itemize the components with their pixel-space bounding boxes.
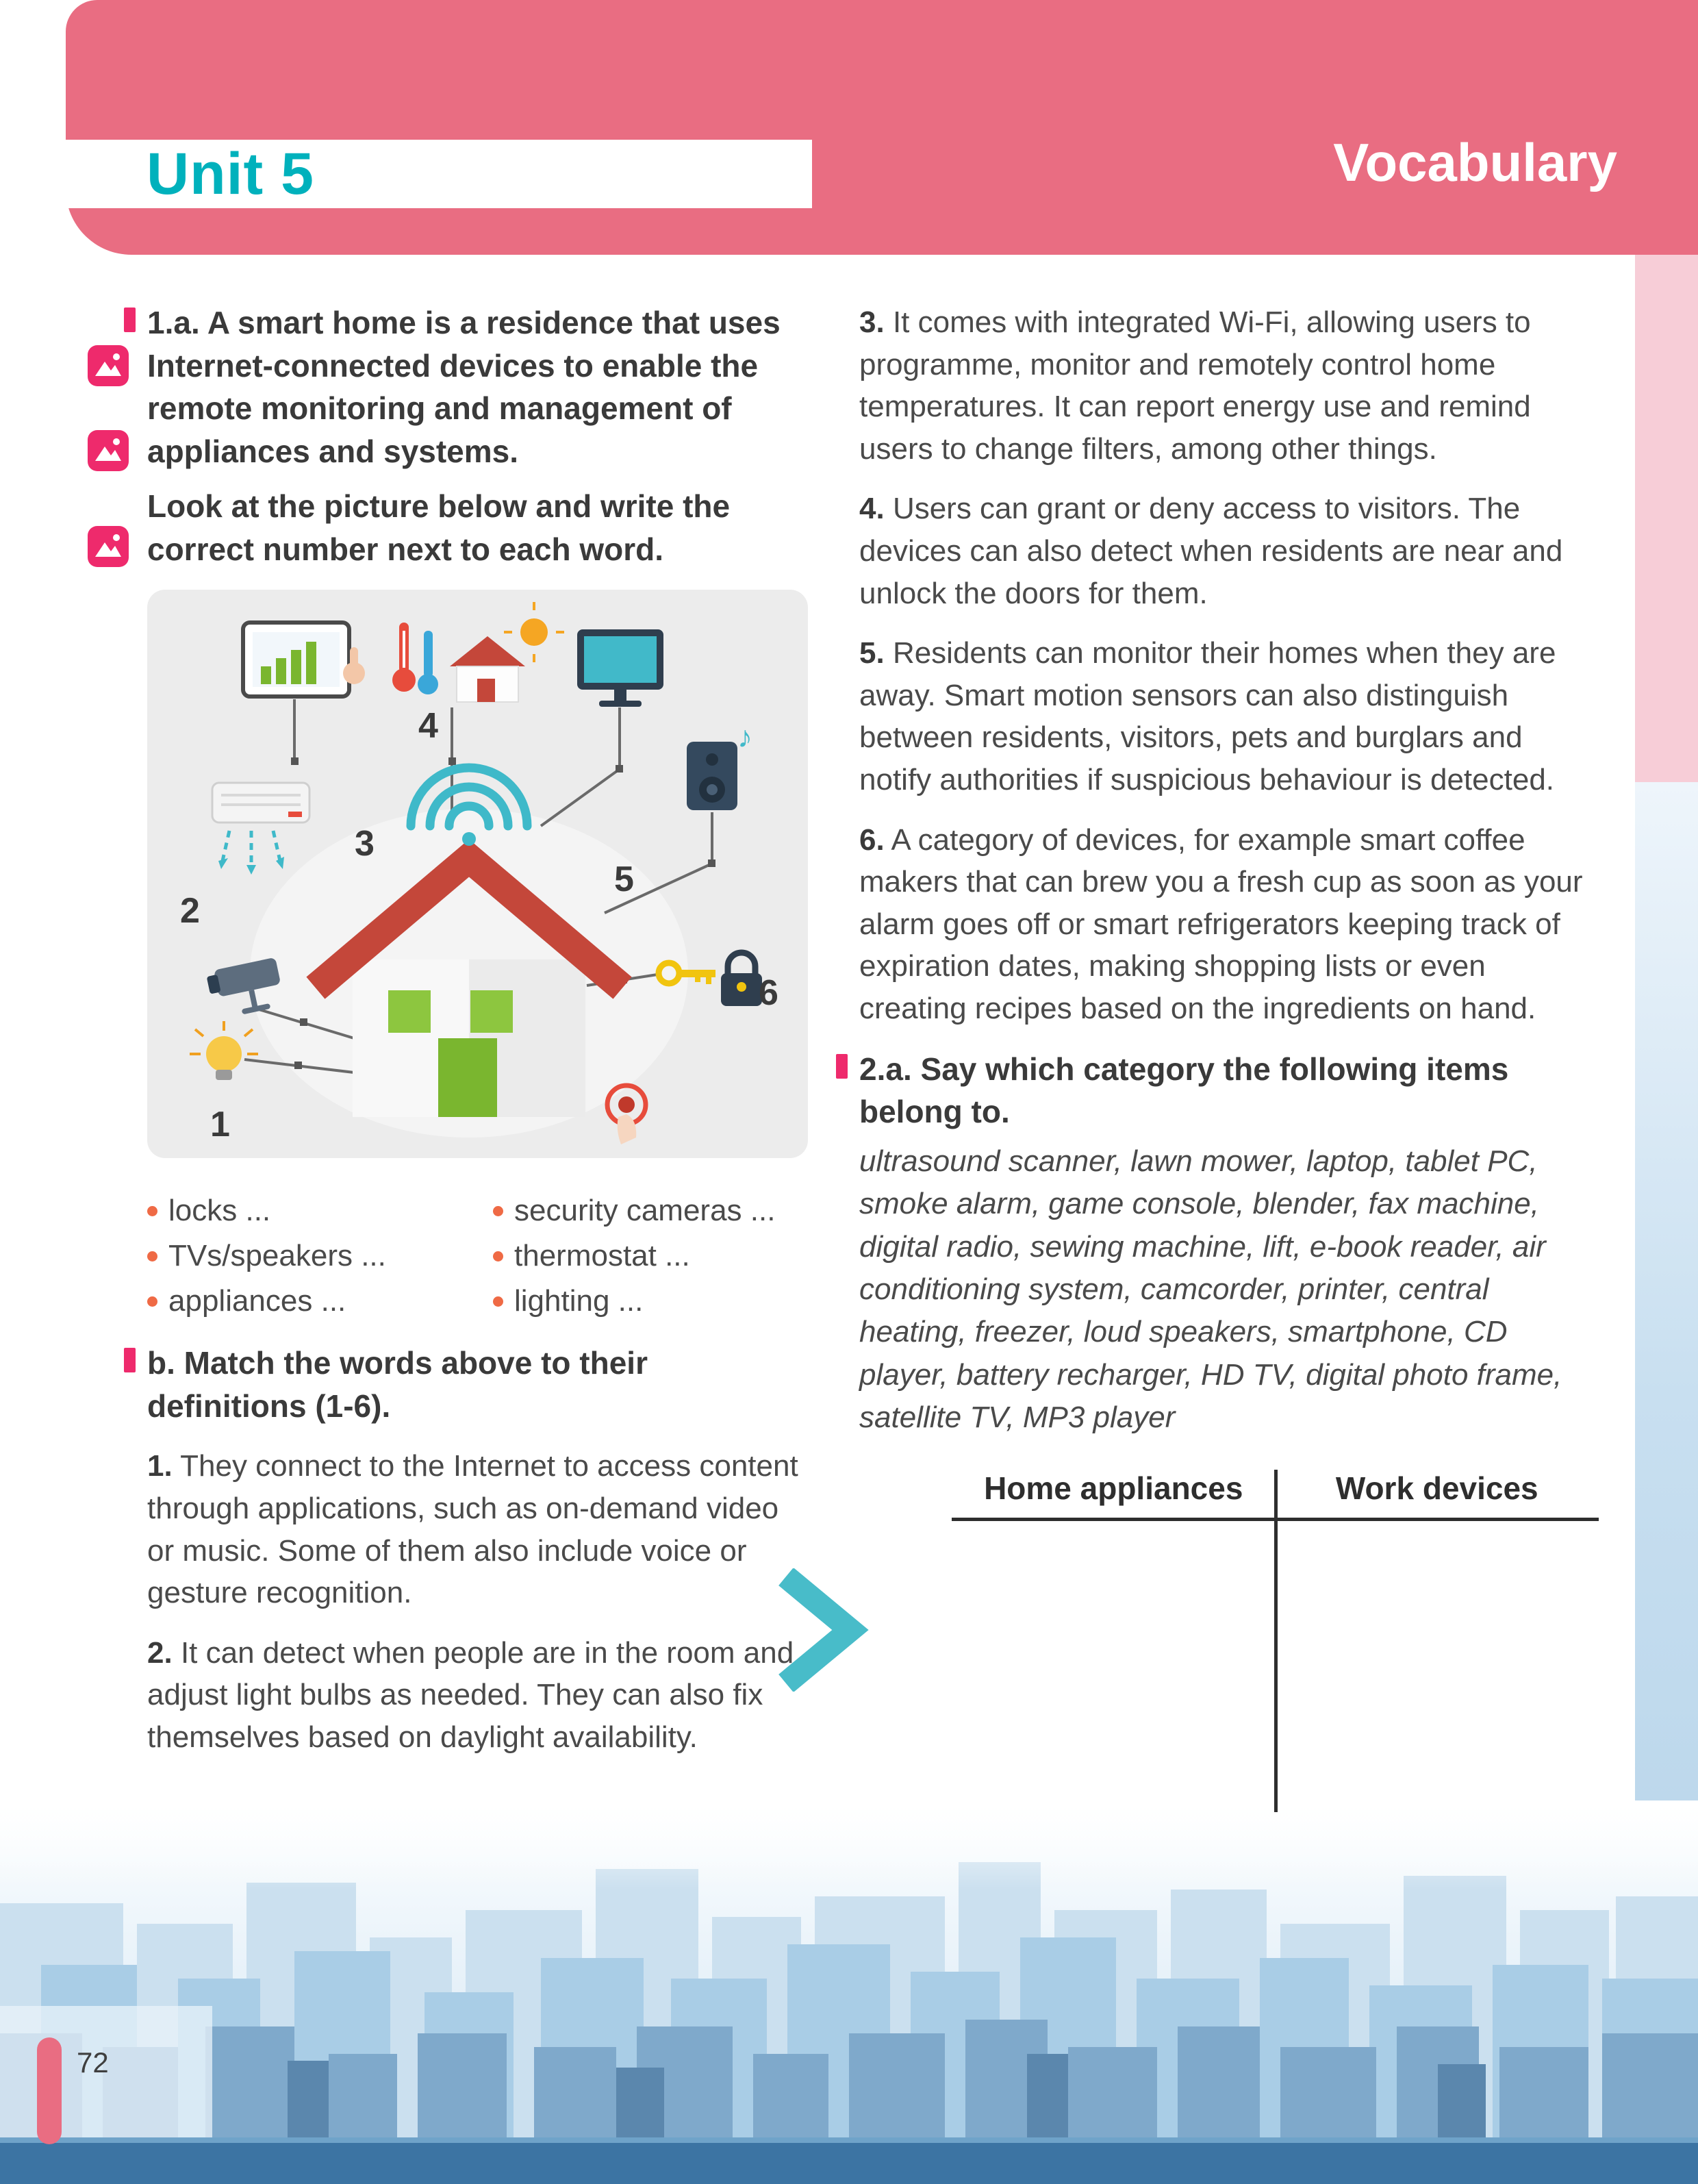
definition-2: 2. It can detect when people are in the room and adjust light bulbs as needed. They can also fix themselves based on daylight availability. — [147, 1635, 794, 1754]
bullet-icon — [493, 1251, 503, 1262]
thermometer-icon — [392, 623, 438, 694]
exercise-1a-text: 1.a. A smart home is a residence that uses Internet-connected devices to enable the remote monitoring and management of appliances and systems. — [147, 305, 781, 469]
table-header-home-appliances: Home appliances — [984, 1470, 1243, 1506]
tv-icon — [577, 629, 663, 707]
word-item-appliances: appliances ... — [147, 1284, 493, 1318]
diagram-number-3: 3 — [355, 824, 375, 864]
section-title: Vocabulary — [1333, 132, 1617, 192]
exercise-2a-block — [859, 1048, 1599, 1133]
left-column — [147, 301, 808, 1777]
touch-button-icon — [607, 1085, 646, 1144]
picture-icon — [88, 526, 129, 567]
smart-home-illustration — [147, 590, 808, 1158]
right-column — [859, 301, 1599, 1812]
exercise-2a-heading: 2.a. Say which category the following items belong to. — [859, 1051, 1509, 1130]
definition-6: 6. A category of devices, for example smart coffee makers that can brew you a fresh cup as soon as your alarm goes off or smart refrigerators keeping track of expiration dates, making shopping lists or even creating recipes based on the ingredients on hand. — [859, 823, 1583, 1025]
diagram-number-4: 4 — [418, 706, 438, 746]
word-item-lighting: lighting ... — [493, 1284, 808, 1318]
side-strip-cityscape — [1635, 782, 1698, 1803]
definition-4: 4. Users can grant or deny access to visitors. The devices can also detect when residents are near and unlock the doors for them. — [859, 492, 1563, 610]
word-item-thermostat: thermostat ... — [493, 1239, 808, 1273]
header-band — [66, 0, 1698, 255]
heading-marker — [836, 1054, 848, 1079]
definition-5: 5. Residents can monitor their homes when they are away. Smart motion sensors can also distinguish between residents, visitors, pets and burglars and notify authorities if suspicious behaviour is detected. — [859, 636, 1556, 796]
picture-icon — [88, 430, 129, 471]
diagram-number-1: 1 — [210, 1105, 230, 1145]
diagram-number-2: 2 — [180, 891, 200, 931]
cityscape-photo — [0, 1800, 1698, 2184]
word-list — [147, 1194, 808, 1318]
bullet-icon — [147, 1251, 157, 1262]
music-note-icon: ♪ — [737, 720, 752, 755]
page-number: 72 — [77, 2046, 109, 2079]
exercise-1a-label: 1.a. — [147, 305, 200, 340]
heading-marker — [124, 1348, 136, 1372]
bullet-icon — [493, 1296, 503, 1307]
tablet-icon — [243, 623, 365, 696]
bullet-icon — [147, 1206, 157, 1216]
exercise-1b-block — [147, 1342, 808, 1427]
definition-1: 1. They connect to the Internet to access content through applications, such as on-demand video or music. Some of them also include voice or gesture recognition. — [147, 1449, 798, 1610]
mini-house-sun-icon — [450, 602, 564, 702]
diagram-number-6: 6 — [759, 973, 778, 1014]
exercise-1a-instruction: Look at the picture below and write the correct number next to each word. — [147, 488, 731, 567]
table-header-work-devices: Work devices — [1335, 1470, 1538, 1506]
table-column-divider — [1274, 1470, 1278, 1812]
unit-title-bar — [66, 140, 812, 208]
picture-icon — [88, 345, 129, 386]
word-item-locks: locks ... — [147, 1194, 493, 1228]
exercise-1a-block — [147, 301, 808, 570]
bullet-icon — [147, 1296, 157, 1307]
side-strip-pink — [1635, 255, 1698, 782]
unit-title: Unit 5 — [147, 140, 314, 207]
category-table — [952, 1470, 1599, 1812]
heading-marker — [124, 307, 136, 332]
exercise-2a-items: ultrasound scanner, lawn mower, laptop, tablet PC, smoke alarm, game console, blender, fax machine, digital radio, sewing machine, lift, e-book reader, air conditioning system, camcorder, printer, central heating, freezer, loud speakers, smartphone, CD player, battery recharger, HD TV, digital photo frame, satellite TV, MP3 player — [859, 1144, 1562, 1435]
diagram-number-5: 5 — [614, 859, 634, 900]
speaker-icon — [687, 720, 752, 810]
definitions-left — [147, 1445, 808, 1758]
lightbulb-icon — [190, 1021, 258, 1080]
definition-3: 3. It comes with integrated Wi-Fi, allowing users to programme, monitor and remotely control home temperatures. It can report energy use and remind users to change filters, among other things. — [859, 305, 1531, 466]
padlock-icon — [721, 953, 762, 1006]
air-conditioner-icon — [212, 783, 309, 875]
exercise-1b-heading: b. Match the words above to their definitions (1-6). — [147, 1345, 648, 1424]
bullet-icon — [493, 1206, 503, 1216]
page-corner-tab — [37, 2037, 62, 2144]
word-item-tvs-speakers: TVs/speakers ... — [147, 1239, 493, 1273]
word-item-security-cameras: security cameras ... — [493, 1194, 808, 1228]
